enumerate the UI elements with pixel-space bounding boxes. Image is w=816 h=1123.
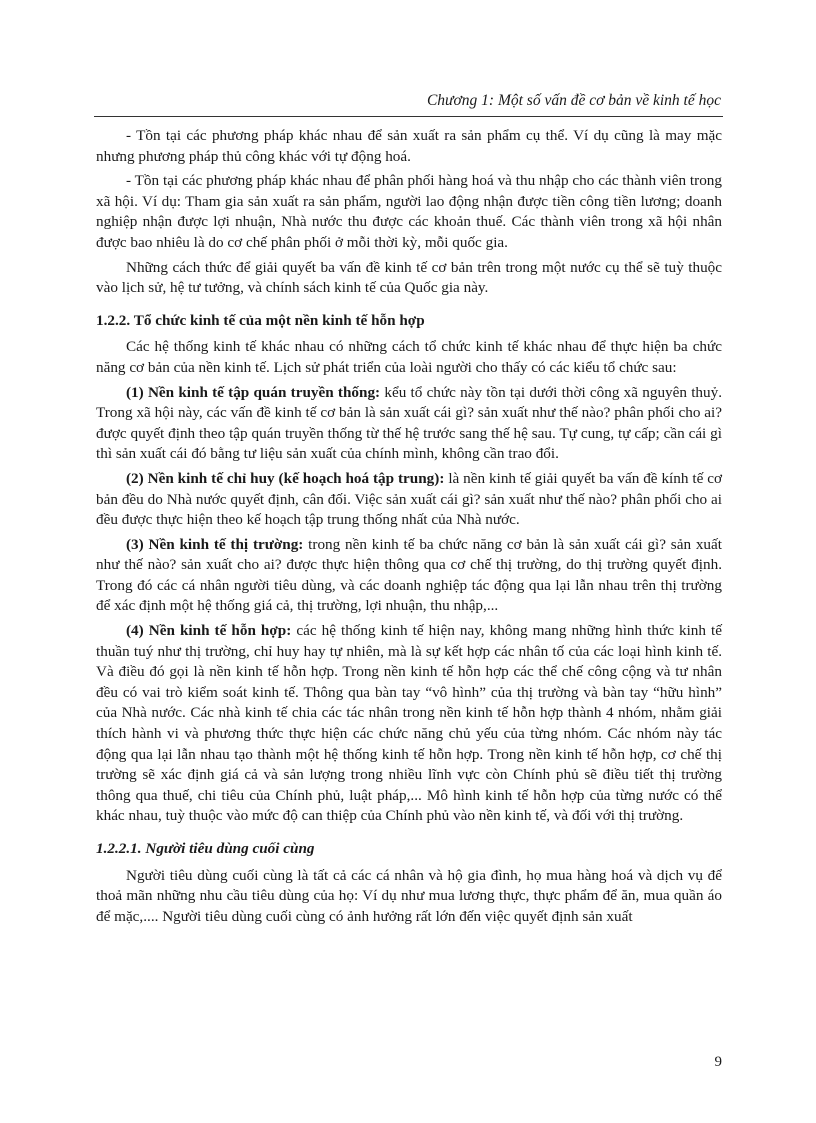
economy-type-4 bbox=[96, 621, 722, 827]
page-number: 9 bbox=[714, 1054, 722, 1070]
economy-type-2-label: (2) Nền kinh tế chỉ huy (kế hoạch hoá tập trung): bbox=[126, 469, 445, 487]
intro-paragraph-2: - Tồn tại các phương pháp khác nhau để phân phối hàng hoá và thu nhập cho các thành viên trong xã hội. Ví dụ: Tham gia sản xuất ra sản phẩm, người lao động nhận được tiền công tiền lương; doanh nghiệp nhận được lợi nhuận, Nhà nước thu được các khoản thuế. Các thành viên trong xã hội nhân được bao nhiêu là do cơ chế phân phối ở mỗi thời kỳ, mỗi quốc gia. bbox=[96, 172, 722, 251]
chapter-title: Chương 1: Một số vấn đề cơ bản về kinh tế học bbox=[426, 92, 721, 109]
running-header bbox=[94, 92, 723, 117]
economy-type-4-label: (4) Nền kinh tế hỗn hợp: bbox=[126, 622, 292, 640]
intro-paragraph-3: Những cách thức để giải quyết ba vấn đề kinh tế cơ bản trên trong một nước cụ thể sẽ tuỳ thuộc vào lịch sử, hệ tư tưởng, và chính sách kinh tế của Quốc gia này. bbox=[96, 258, 722, 297]
economy-type-2 bbox=[96, 469, 722, 531]
economy-type-3-text: trong nền kinh tế ba chức năng cơ bản là sản xuất cái gì? sản xuất như thế nào? sản xuất cho ai? được thực hiện thông qua cơ chế thị trường, do thị trường quyết định. Trong đó các cá nhân người tiêu dùng, và các doanh nghiệp tác động qua lại lẫn nhau trên thị trường để xác định một hệ thống giá cả, thị trường, lợi nhuận, thu nhập,... bbox=[96, 535, 722, 615]
intro-paragraph-1: - Tồn tại các phương pháp khác nhau để sản xuất ra sản phẩm cụ thể. Ví dụ cũng là may mặc nhưng phương pháp thủ công khác với tự động hoá. bbox=[96, 127, 722, 165]
economy-type-3 bbox=[96, 535, 722, 617]
economy-type-1 bbox=[96, 383, 722, 465]
economy-type-1-label: (1) Nền kinh tế tập quán truyền thống: bbox=[126, 383, 381, 401]
economy-type-3-label: (3) Nền kinh tế thị trường: bbox=[126, 535, 304, 553]
section-heading-1-2-2-1: 1.2.2.1. Người tiêu dùng cuối cùng bbox=[96, 840, 315, 857]
consumer-paragraph: Người tiêu dùng cuối cùng là tất cả các cá nhân và hộ gia đình, họ mua hàng hoá và dịch vụ để thoả mãn những nhu cầu tiêu dùng của họ: Ví dụ như mua lương thực, thực phẩm để ăn, mua quần áo để mặc,.... Người tiêu dùng cuối cùng có ảnh hưởng rất lớn đến việc quyết định sản xuất bbox=[96, 866, 722, 925]
economy-type-4-text: các hệ thống kinh tế hiện nay, không mang những hình thức kinh tế thuần tuý như thị trường, chỉ huy hay tự nhiên, mà là sự kết hợp các nhân tố của các loại hình kinh tế. Và điều đó gọi là nền kinh tế hỗn hợp. Trong nền kinh tế hỗn hợp các thể chế công cộng và tư nhân đều có vai trò kiểm soát kinh tế. Thông qua bàn tay “vô hình” của thị trường và bàn tay “hữu hình” của Nhà nước. Các nhà kinh tế chia các tác nhân trong nền kinh tế hỗn hợp thành 4 nhóm, nhằm giải thích hành vi và phương thức thực hiện các chức năng chủ yếu của từng nhóm. Các nhóm này tác động qua lại lẫn nhau tạo thành một hệ thống kinh tế hỗn hợp. Trong nền kinh tế hỗn hợp, cơ chế thị trường sẽ xác định giá cả và sản lượng trong nhiều lĩnh vực còn Chính phủ sẽ điều tiết thị trường thông qua thuế, chi tiêu của Chính phủ, luật pháp,... Mô hình kinh tế hỗn hợp của từng nước có thể khác nhau, tuỳ thuộc vào mức độ can thiệp của Chính phủ vào nền kinh tế, và đối với thị trường. bbox=[96, 622, 722, 825]
section-heading-1-2-2: 1.2.2. Tổ chức kinh tế của một nền kinh tế hỗn hợp bbox=[96, 311, 425, 329]
page-body bbox=[96, 126, 722, 931]
economy-type-2-text: là nền kinh tế giải quyết ba vấn đề kính tế cơ bản đều do Nhà nước quyết định, cân đối. Việc sản xuất cái gì? sản xuất như thế nào? phân phối cho ai đều được thực hiện theo kế hoạch tập trung thống nhất của Nhà nước. bbox=[96, 469, 722, 529]
economy-type-1-text: kểu tổ chức này tồn tại dưới thời công xã nguyên thuỷ. Trong xã hội này, các vấn đề kinh tế cơ bản là sản xuất cái gì? sản xuất như thế nào? phân phối cho ai? được quyết định theo tập quán truyền thống từ thế hệ trước sang thế hệ sau. Tự cung, tự cấp; cần cái gì thì sản xuất cái đó bằng tư liệu sản xuất của chính mình, không cần trao đổi. bbox=[96, 383, 722, 463]
section-intro-paragraph: Các hệ thống kinh tế khác nhau có những cách tổ chức kinh tế khác nhau để thực hiện ba chức năng cơ bản của nền kinh tế. Lịch sử phát triển của loài người cho thấy có các kiểu tổ chức sau: bbox=[96, 338, 722, 376]
